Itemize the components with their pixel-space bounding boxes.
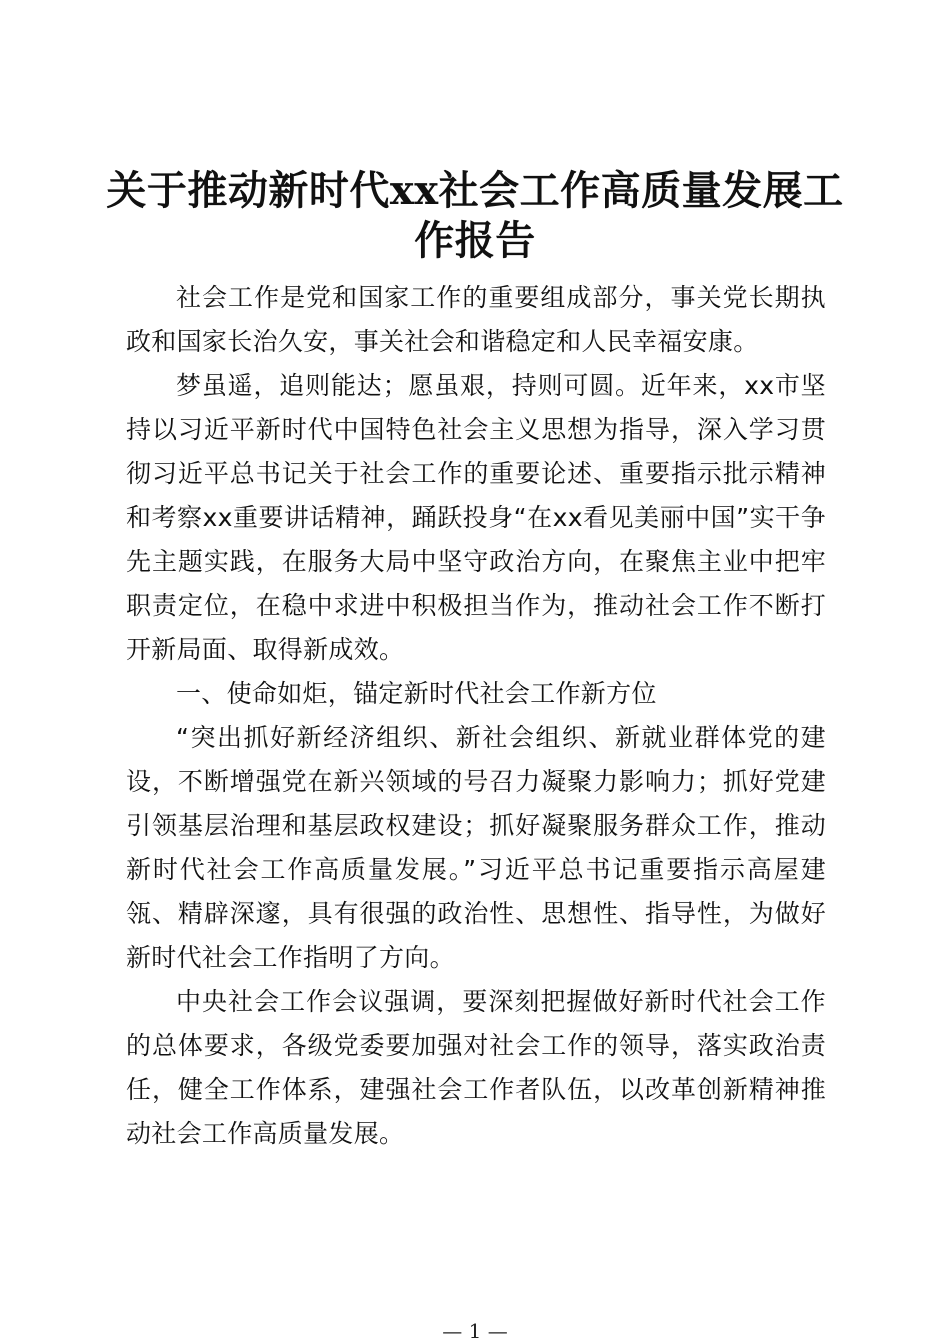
- paragraph-quote: “突出抓好新经济组织、新社会组织、新就业群体党的建设，不断增强党在新兴领域的号召力凝聚力影响力；抓好党建引领基层治理和基层政权建设；抓好凝聚服务群众工作，推动新时代社会工作高质量发展。”习近平总书记重要指示高屋建瓴、精辟深邃，具有很强的政治性、思想性、指导性，为做好新时代社会工作指明了方向。: [126, 723, 826, 972]
- page-number: — 1 —: [442, 1319, 508, 1343]
- document-body: [126, 276, 826, 1156]
- section-heading-1: 一、使命如炬，锚定新时代社会工作新方位: [176, 679, 657, 708]
- document-title: 关于推动新时代xx社会工作高质量发展工作报告: [106, 167, 844, 264]
- paragraph-central-meeting: 中央社会工作会议强调，要深刻把握做好新时代社会工作的总体要求，各级党委要加强对社会工作的领导，落实政治责任，健全工作体系，建强社会工作者队伍，以改革创新精神推动社会工作高质量发展。: [126, 987, 826, 1148]
- paragraph-progress: 梦虽遥，追则能达；愿虽艰，持则可圆。近年来，xx市坚持以习近平新时代中国特色社会主义思想为指导，深入学习贯彻习近平总书记关于社会工作的重要论述、重要指示批示精神和考察xx重要讲话精神，踊跃投身“在xx看见美丽中国”实干争先主题实践，在服务大局中坚守政治方向，在聚焦主业中把牢职责定位，在稳中求进中积极担当作为，推动社会工作不断打开新局面、取得新成效。: [126, 371, 826, 664]
- paragraph-intro: 社会工作是党和国家工作的重要组成部分，事关党长期执政和国家长治久安，事关社会和谐稳定和人民幸福安康。: [126, 283, 826, 356]
